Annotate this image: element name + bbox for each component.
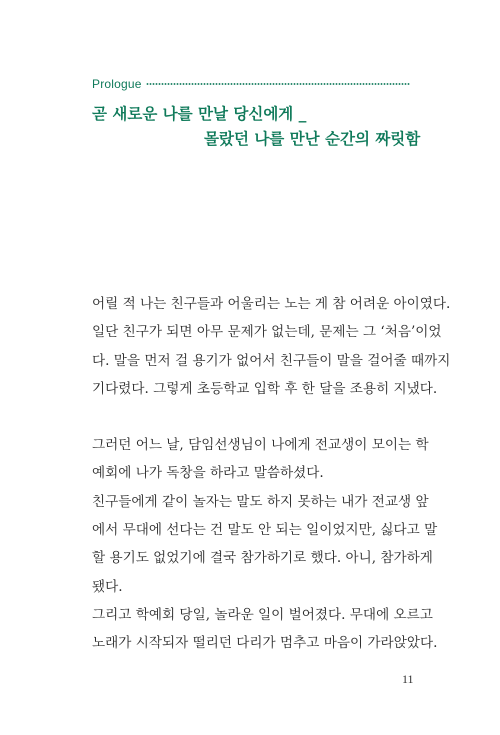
text-line: 예회에 나가 독창을 하라고 말씀하셨다. [92,465,324,482]
text-line: 기다렸다. 그렇게 초등학교 입학 후 한 달을 조용히 지냈다. [92,380,438,397]
text-line: 할 용기도 없었기에 결국 참가하기로 했다. 아니, 참가하게 [92,550,433,567]
text-line: 일단 친구가 되면 아무 문제가 없는데, 문제는 그 ‘처음’이었 [92,324,442,341]
section-header [92,76,410,92]
text-line: 다. 말을 먼저 걸 용기가 없어서 친구들이 말을 걸어줄 때까지 [92,352,451,369]
chapter-title-line2: 몰랐던 나를 만난 순간의 짜릿함 [204,130,421,148]
text-line: 됐다. [92,578,123,595]
text-line: 친구들에게 같이 놀자는 말도 하지 못하는 내가 전교생 앞 [92,493,429,510]
chapter-title-line1: 곧 새로운 나를 만날 당신에게 _ [92,105,307,123]
text-line: 어릴 적 나는 친구들과 어울리는 노는 게 참 어려운 아이였다. [92,296,451,312]
paragraph-gap [92,403,422,431]
section-label: Prologue [92,77,142,91]
text-line: 그리고 학예회 당일, 놀라운 일이 벌어졌다. 무대에 오르고 [92,606,433,623]
page-number: 11 [402,672,414,686]
text-line: 그러던 어느 날, 담임선생님이 나에게 전교생이 모이는 학 [92,437,429,454]
chapter-title [92,102,422,152]
text-line: 에서 무대에 선다는 건 말도 안 되는 일이었지만, 싫다고 말 [92,522,438,539]
text-line: 노래가 시작되자 떨리던 다리가 멈추고 마음이 가라앉았다. [92,635,438,652]
paragraph [92,290,451,403]
paragraph [92,601,438,658]
paragraph [92,488,438,601]
dotted-rule [146,82,410,86]
body-text [92,290,451,658]
paragraph [92,431,429,488]
